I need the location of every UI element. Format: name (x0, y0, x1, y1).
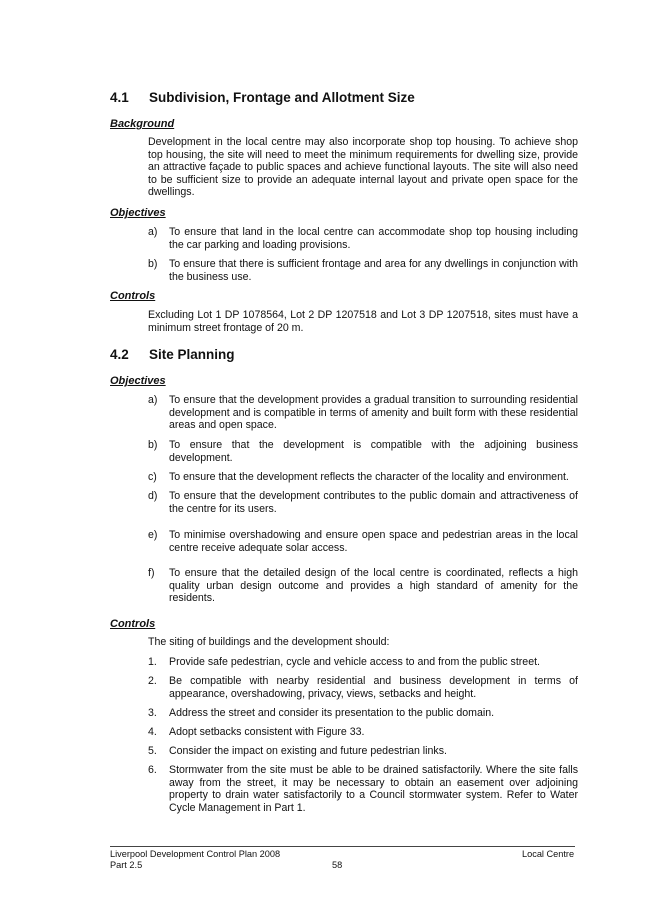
background-paragraph: Development in the local centre may also incorporate shop top housing. To achieve shop top housing, the site will need to meet the minimum requirements for dwelling size, provide an attractive façade to public spaces and achieve functional layouts. The site will also need to be sufficient size to provide an adequate internal layout and private open space for the dwellings. (148, 136, 578, 199)
objective-item (148, 490, 578, 515)
list-marker: e) (148, 529, 158, 541)
section-4-2-heading (110, 347, 235, 362)
footer-section-name: Local Centre (522, 849, 575, 859)
list-text: To ensure that the development is compatible with the adjoining business development. (169, 439, 578, 464)
list-text: Provide safe pedestrian, cycle and vehicle access to and from the public street. (169, 656, 540, 668)
controls-heading: Controls (110, 618, 156, 630)
list-text: To ensure that the development reflects the character of the locality and environment. (169, 471, 569, 483)
list-marker: f) (148, 567, 155, 579)
section-number: 4.1 (110, 90, 129, 105)
control-item (148, 745, 578, 758)
list-marker: c) (148, 471, 157, 483)
list-marker: b) (148, 439, 158, 451)
objectives-heading: Objectives (110, 375, 166, 387)
list-text: To ensure that the development provides a gradual transition to surrounding residential development and is compatible in terms of amenity and built form with these residential areas and open space. (169, 394, 578, 432)
list-marker: 2. (148, 675, 157, 687)
control-item (148, 726, 578, 739)
list-marker: 5. (148, 745, 157, 757)
list-text: Be compatible with nearby residential and business development in terms of appearance, overshadowing, privacy, views, setbacks and height. (169, 675, 578, 700)
list-marker: a) (148, 226, 158, 238)
list-text: To ensure that the development contributes to the public domain and attractiveness of the centre for its users. (169, 490, 578, 515)
objective-item (148, 567, 578, 605)
objectives-heading: Objectives (110, 207, 166, 219)
section-number: 4.2 (110, 347, 129, 362)
objective-item (148, 529, 578, 554)
section-4-1-heading (110, 90, 415, 105)
list-marker: a) (148, 394, 158, 406)
controls-heading: Controls (110, 290, 156, 302)
list-marker: 1. (148, 656, 157, 668)
objective-item (148, 439, 578, 464)
background-heading: Background (110, 118, 175, 130)
list-text: To ensure that land in the local centre can accommodate shop top housing including the car parking and loading provisions. (169, 226, 578, 251)
list-text: Address the street and consider its presentation to the public domain. (169, 707, 495, 719)
objective-item (148, 471, 578, 484)
list-marker: 4. (148, 726, 157, 738)
list-text: Stormwater from the site must be able to be drained satisfactorily. Where the site falls away from the street, it may be necessary to obtain an easement over adjoining property to drain water satisfactorily to a Council stormwater system. Refer to Water Cycle Management in Part 1. (169, 764, 578, 814)
list-marker: d) (148, 490, 158, 502)
page-number: 58 (332, 860, 343, 870)
objective-item (148, 226, 578, 251)
controls-intro: The siting of buildings and the development should: (148, 636, 390, 648)
list-text: Adopt setbacks consistent with Figure 33. (169, 726, 365, 738)
objective-item (148, 394, 578, 432)
controls-paragraph: Excluding Lot 1 DP 1078564, Lot 2 DP 1207518 and Lot 3 DP 1207518, sites must have a minimum street frontage of 20 m. (148, 309, 578, 334)
control-item (148, 675, 578, 700)
list-text: To ensure that the detailed design of the local centre is coordinated, reflects a high quality urban design outcome and provides a high standard of amenity for the residents. (169, 567, 578, 605)
footer-document-title: Liverpool Development Control Plan 2008 (110, 849, 281, 859)
footer-divider (110, 846, 575, 847)
section-title: Subdivision, Frontage and Allotment Size (149, 90, 415, 105)
list-text: To ensure that there is sufficient frontage and area for any dwellings in conjunction with the business use. (169, 258, 578, 283)
list-text: To minimise overshadowing and ensure open space and pedestrian areas in the local centre receive adequate solar access. (169, 529, 578, 554)
control-item (148, 764, 578, 814)
list-marker: b) (148, 258, 158, 270)
section-title: Site Planning (149, 347, 235, 362)
list-marker: 6. (148, 764, 157, 776)
list-text: Consider the impact on existing and future pedestrian links. (169, 745, 447, 757)
control-item (148, 707, 578, 720)
footer-part: Part 2.5 (110, 860, 143, 870)
control-item (148, 656, 578, 669)
objective-item (148, 258, 578, 283)
list-marker: 3. (148, 707, 157, 719)
